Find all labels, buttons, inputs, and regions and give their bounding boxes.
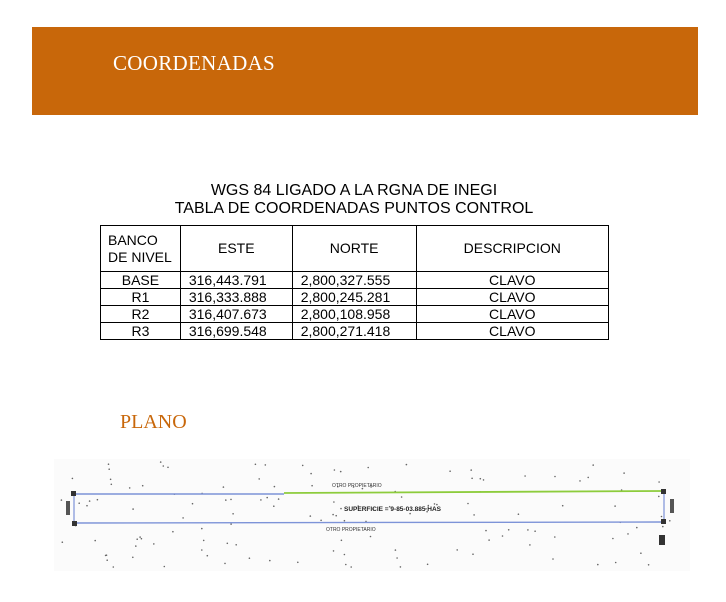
terrain-dot	[94, 540, 96, 542]
boundary-top-green	[284, 491, 664, 493]
terrain-dot	[266, 497, 268, 499]
terrain-dot	[163, 465, 165, 467]
cell-norte: 2,800,245.281	[292, 289, 416, 306]
terrain-dot	[201, 549, 203, 551]
terrain-dot	[278, 498, 280, 500]
terrain-dot	[592, 464, 594, 466]
right-side-label-mark	[670, 499, 674, 513]
terrain-dot	[370, 536, 372, 538]
cell-descripcion: CLAVO	[416, 306, 608, 323]
vertex-marker	[661, 519, 666, 524]
terrain-dot	[97, 499, 99, 501]
terrain-dot	[488, 539, 490, 541]
terrain-dot	[62, 541, 64, 543]
terrain-dot	[552, 558, 554, 560]
terrain-dot	[483, 479, 485, 481]
terrain-dot	[72, 478, 74, 480]
terrain-dot	[113, 566, 115, 568]
cell-descripcion: CLAVO	[416, 323, 608, 340]
cell-norte: 2,800,108.958	[292, 306, 416, 323]
left-side-label-mark	[66, 501, 70, 515]
cell-descripcion: CLAVO	[416, 289, 608, 306]
terrain-dot	[260, 499, 262, 501]
terrain-dot	[332, 514, 334, 516]
table-title-line2: TABLA DE COORDENADAS PUNTOS CONTROL	[174, 200, 534, 217]
table-title-block	[100, 182, 608, 218]
cell-banco: BASE	[101, 272, 181, 289]
table-row	[101, 289, 609, 306]
terrain-dot	[335, 515, 337, 517]
terrain-dot	[311, 485, 313, 487]
terrain-dot	[341, 540, 343, 542]
terrain-dot	[227, 543, 229, 545]
terrain-dot	[235, 544, 237, 546]
terrain-dot	[153, 543, 155, 545]
terrain-dot	[467, 503, 469, 505]
cell-banco: R3	[101, 323, 181, 340]
terrain-dot	[524, 475, 526, 477]
terrain-dot	[400, 566, 402, 568]
table-row	[101, 272, 609, 289]
control-point-marker	[659, 535, 665, 545]
terrain-dot	[61, 499, 63, 501]
terrain-dot	[636, 527, 638, 529]
terrain-dot	[269, 560, 271, 562]
terrain-dot	[340, 508, 342, 510]
table-title-line1: WGS 84 LIGADO A LA RGNA DE INEGI	[210, 182, 498, 199]
terrain-dot	[230, 499, 232, 501]
bottom-neighbor-label: OTRO PROPIETARIO	[326, 527, 376, 533]
terrain-dot	[529, 544, 531, 546]
vertex-marker	[661, 489, 666, 494]
terrain-dot	[340, 471, 342, 473]
terrain-dot	[597, 564, 599, 566]
terrain-dot	[167, 467, 169, 469]
plano-title: PLANO	[120, 411, 187, 433]
table-header-row	[101, 226, 609, 272]
terrain-dot	[640, 552, 642, 554]
terrain-dot	[395, 549, 397, 551]
terrain-dot	[485, 530, 487, 532]
site-plan-drawing	[54, 459, 690, 571]
header-descripcion: DESCRIPCION	[416, 226, 608, 272]
cell-este: 316,443.791	[180, 272, 292, 289]
terrain-dot	[182, 517, 184, 519]
terrain-dot	[105, 555, 107, 557]
terrain-dot	[614, 505, 616, 507]
terrain-dot	[265, 464, 267, 466]
terrain-dot	[201, 528, 203, 530]
terrain-dot	[225, 499, 227, 501]
vertex-marker	[72, 521, 77, 526]
terrain-dot	[427, 564, 429, 566]
terrain-dot	[207, 555, 209, 557]
terrain-dot	[470, 469, 472, 471]
terrain-dot	[662, 526, 664, 528]
terrain-dot	[132, 508, 134, 510]
terrain-dot	[192, 503, 194, 505]
terrain-dot	[230, 523, 232, 525]
terrain-dot	[502, 535, 504, 537]
terrain-dot	[135, 545, 137, 547]
terrain-dot	[108, 468, 110, 470]
terrain-dot	[471, 478, 473, 480]
terrain-dot	[345, 564, 347, 566]
terrain-dot	[136, 538, 138, 540]
terrain-dot	[627, 533, 629, 535]
terrain-dot	[320, 520, 322, 522]
terrain-dot	[160, 461, 162, 463]
terrain-dot	[232, 513, 234, 515]
terrain-dot	[132, 557, 134, 559]
terrain-dot	[623, 472, 625, 474]
terrain-dot	[86, 505, 88, 507]
header-este: ESTE	[180, 226, 292, 272]
terrain-dot	[344, 520, 346, 522]
terrain-dot	[310, 473, 312, 475]
terrain-dot	[111, 484, 113, 486]
header-banco-de-nivel	[101, 226, 181, 272]
cell-banco: R1	[101, 289, 181, 306]
terrain-dot	[164, 566, 166, 568]
terrain-dot	[203, 540, 205, 542]
cell-este: 316,699.548	[180, 323, 292, 340]
terrain-dot	[224, 563, 226, 565]
vertex-marker	[71, 491, 76, 496]
terrain-dot	[141, 538, 143, 540]
terrain-dot	[648, 564, 650, 566]
terrain-dot	[172, 531, 174, 533]
terrain-dot	[449, 470, 451, 472]
table-row	[101, 323, 609, 340]
terrain-dot	[508, 529, 510, 531]
cell-banco: R2	[101, 306, 181, 323]
header-band	[32, 27, 698, 115]
header-banco-line1: BANCO	[108, 231, 158, 248]
terrain-dot	[367, 467, 369, 469]
terrain-dot	[110, 479, 112, 481]
terrain-dot	[527, 529, 529, 531]
coordinates-table	[100, 225, 609, 340]
terrain-dot	[249, 557, 251, 559]
site-plan	[54, 459, 690, 571]
terrain-dot	[273, 505, 275, 507]
terrain-dot	[129, 487, 131, 489]
cell-norte: 2,800,327.555	[292, 272, 416, 289]
terrain-dot	[658, 496, 660, 498]
boundary-bottom	[74, 522, 664, 523]
terrain-dot	[658, 481, 660, 483]
terrain-dot	[108, 463, 110, 465]
terrain-dot	[554, 476, 556, 478]
terrain-dot	[518, 513, 520, 515]
terrain-dot	[297, 562, 299, 564]
terrain-markers	[61, 461, 671, 568]
page-title: COORDENADAS	[113, 51, 275, 75]
terrain-dot	[661, 516, 663, 518]
terrain-dot	[456, 549, 458, 551]
cell-este: 316,407.673	[180, 306, 292, 323]
terrain-dot	[344, 554, 346, 556]
terrain-dot	[401, 496, 403, 498]
terrain-dot	[579, 480, 581, 482]
superficie-label: SUPERFICIE = 9-85-03.885 HAS	[344, 506, 441, 513]
terrain-dot	[258, 478, 260, 480]
terrain-dot	[139, 536, 141, 538]
terrain-dot	[406, 464, 408, 466]
terrain-dot	[587, 477, 589, 479]
header-banco-line2: DE NIVEL	[108, 248, 172, 265]
terrain-dot	[434, 503, 436, 505]
terrain-dot	[255, 464, 257, 466]
terrain-dot	[310, 515, 312, 517]
terrain-dot	[350, 566, 352, 568]
terrain-dot	[302, 465, 304, 467]
top-neighbor-label: OTRO PROPIETARIO	[332, 483, 382, 489]
terrain-dot	[612, 538, 614, 540]
terrain-dot	[562, 505, 564, 507]
terrain-dot	[554, 536, 556, 538]
terrain-dot	[534, 530, 536, 532]
terrain-dot	[473, 514, 475, 516]
cell-descripcion: CLAVO	[416, 272, 608, 289]
terrain-dot	[106, 559, 108, 561]
header-norte: NORTE	[292, 226, 416, 272]
terrain-dot	[334, 469, 336, 471]
cell-norte: 2,800,271.418	[292, 323, 416, 340]
terrain-dot	[142, 485, 144, 487]
terrain-dot	[89, 500, 91, 502]
cell-este: 316,333.888	[180, 289, 292, 306]
terrain-dot	[669, 520, 671, 522]
terrain-dot	[615, 562, 617, 564]
terrain-dot	[333, 501, 335, 503]
terrain-dot	[274, 486, 276, 488]
terrain-dot	[223, 486, 225, 488]
table-row	[101, 306, 609, 323]
terrain-dot	[472, 553, 474, 555]
terrain-dot	[409, 513, 411, 515]
terrain-dot	[78, 502, 80, 504]
terrain-dot	[396, 557, 398, 559]
terrain-dot	[480, 478, 482, 480]
terrain-dot	[333, 550, 335, 552]
